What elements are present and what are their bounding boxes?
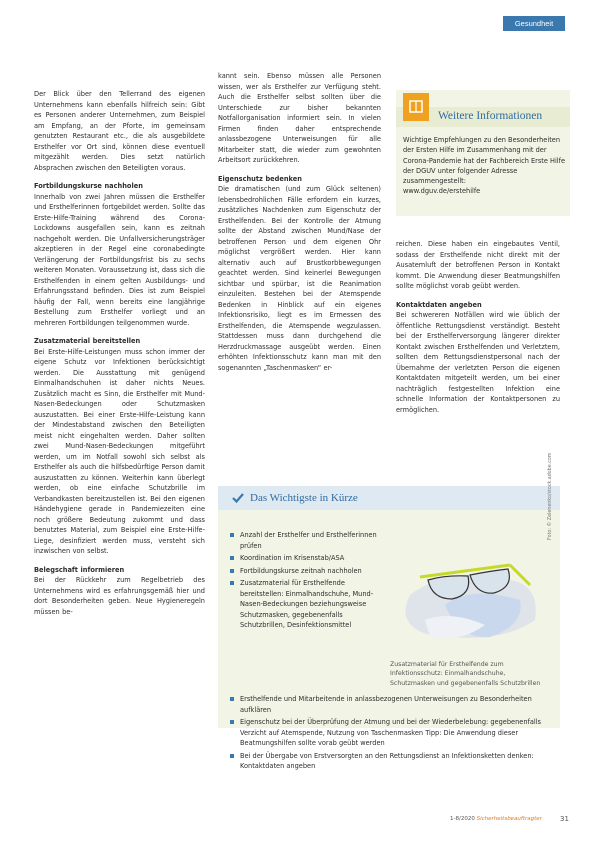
list-item: Zusatzmaterial für Ersthelfende bereitstellen: Einmalhandschuhe, Mund-Nasen-Bedeckungen beziehungsweise Schutzmasken, gegebenenfalls Schutzbrillen, Desinfektionsmittel [230,578,380,631]
paragraph: Bei der Rückkehr zum Regelbetrieb des Unternehmens wird es erfahrungsgemäß hier und dort Besonderheiten geben. Neue Hygieneregeln müssen be- [34,576,205,616]
subheading: Eigenschutz bedenken [218,174,302,183]
subheading: Fortbildungskurse nachholen [34,182,143,190]
info-box-title: Weitere Informationen [438,110,543,122]
photo-caption: Zusatzmaterial für Ersthelfende zum Infektionsschutz: Einmalhandschuhe, Schutzmasken und gegebenenfalls Schutzbrillen [390,661,541,687]
subheading: Kontaktdaten angeben [396,300,482,309]
list-item: Fortbildungskurse zeitnah nachholen [230,566,380,577]
section-tag: Gesundheit [503,16,565,31]
list-item: Eigenschutz bei der Überprüfung der Atmung und bei der Wiederbelebung: gegebenenfalls Verzicht auf Atemspende, Nutzung von Taschenmasken Tipp: Die Anwendung dieser Beatmungshilfen sollte vorab geübt werden [230,717,552,749]
info-box-icon-tile [403,93,429,121]
paragraph: Der Blick über den Tellerrand des eigenen Unternehmens kann ebenfalls hilfreich sein: Gibt es Personen anderer Unternehmen, zum Beispiel am Empfang, an der Pforte, im gemeinsam genutzten Restaurant etc., die als ausgebildete Ersthelfer vor Ort sind, können diese eventuell mitgezählt werden. Dies setzt natürlich Absprachen zwischen den Beteiligten voraus. [34,90,205,172]
column-3 [396,239,560,415]
paragraph: Bei Erste-Hilfe-Leistungen muss schon immer der eigene Schutz vor Infektionen berücksichtigt werden. Die Ausstattung mit genügend Einmalhandschuhen ist daher nichts Neues. Zusätzlich macht es Sinn, die Ersthelfer mit Mund-Nasen-Bedeckungen oder Schutzmasken auszustatten. Bei einer Erste-Hilfe-Leistung kann der Mindestabstand zwischen den Beteiligten meist nicht eingehalten werden. Daher sollten zwei Mund-Nasen-Bedeckungen mitgeführt werden, um im Notfall sowohl sich selbst als Ersthelfer als auch die hilfsbedürftige Person damit auszustatten zu können. Weiterhin kann überlegt werden, ob eine einfache Schutzbrille im Verbandkasten bereitzustellen ist. Bei den eigenen Händehygiene gerade in Pandemiezeiten eine noch größere Bedeutung zukommt und dass benutztes Material, zum Beispiel eine Erste-Hilfe-Liege, desinfiziert werden muss, versteht sich inzwischen von selbst. [34,347,205,555]
subheading: Belegschaft informieren [34,565,125,574]
info-box-description: Wichtige Empfehlungen zu den Besonderheiten der Ersten Hilfe im Zusammenhang mit der Corona-Pandemie hat der Fachbereich Erste Hilfe der DGUV unter folgender Adresse zusammengestellt: [403,136,566,186]
info-box-text [403,135,568,197]
photo-credit: Foto: © Zelenenko/stock.adobe.com [548,452,553,540]
magazine-name: Sicherheitsbeauftragter [476,816,542,822]
paragraph: Bei schwereren Notfällen wird wie üblich der öffentliche Rettungsdienst verständigt. Besteht bei der Ersthelferversorgung längerer direkter Kontakt zwischen Ersthelfenden und Verletztem, sollten dem Rettungsdienstpersonal nach der Übernahme der verletzten Person die eigenen Kontaktdaten mitgeteilt werden, um bei einer nachträglich festgestellten Infektion eine schnelle Information der Kontaktpersonen zu ermöglichen. [396,311,560,414]
list-item: Koordination im Krisenstab/ASA [230,553,380,564]
subheading: Zusatzmaterial bereitstellen [34,337,141,345]
column-2 [218,71,381,373]
footer [450,816,542,822]
paragraph: Innerhalb von zwei Jahren müssen die Ersthelfer und Ersthelferinnen fortgebildet werden. Sollte das Erste-Hilfe-Training während des Corona-Lockdowns ausgefallen sein, kann es zeitnah nachgeholt werden. Die Unfallversicherungsträger akzeptieren in der Regel eine coronabedingte Verlängerung der Fortbildungsfrist bis zu sechs weiteren Monaten. Voraussetzung ist, dass sich die Ersthelfenden in einem gelten Ausbildungs- und Erfahrungsstand befinden. Dies ist zum Beispiel häufig der Fall, wenn bereits eine langjährige Bestellung zum Ersthelfer vorliegt und an mehreren Fortbildungen teilgenommen wurde. [34,192,205,327]
issue-number: 1-8/2020 [450,816,475,822]
summary-box-title: Das Wichtigste in Kürze [250,492,358,504]
column-1 [34,89,205,617]
summary-list-long [230,694,552,774]
book-icon [403,93,429,121]
page-number: 31 [560,815,569,823]
paragraph: kannt sein. Ebenso müssen alle Personen wissen, wer als Ersthelfer zur Verfügung steht. Auch die Ersthelfer selbst sollten über die Unterschiede zur bisher bekannten Notfallorganisation informiert sein. In vielen Firmen finden daher entsprechende anlassbezogene Unterweisungen für alle Mitarbeiter statt, die wieder zum gewohnten Arbeitsort zurückkehren. [218,72,381,164]
paragraph: reichen. Diese haben ein eingebautes Ventil, sodass der Ersthelfende nicht direkt mit der Ausatemluft der betroffenen Person in Kontakt kommt. Die Anwendung dieser Beatmungshilfen sollte möglichst vorab geübt werden. [396,240,560,290]
info-box-link[interactable]: www.dguv.de/erstehilfe [403,187,481,196]
check-icon [231,491,245,505]
summary-list-short [230,530,380,633]
list-item: Anzahl der Ersthelfer und Ersthelferinnen prüfen [230,530,380,551]
list-item: Bei der Übergabe von Erstversorgten an den Rettungsdienst an Infektionsketten denken: Kontaktdaten angeben [230,751,552,772]
safety-equipment-photo [390,525,546,653]
paragraph: Die dramatischen (und zum Glück seltenen) lebensbedrohlichen Fälle erfordern ein kurzes, zusätzliches Nachdenken zum Eigenschutz der Ersthelfenden. Bei der Kontrolle der Atmung sollte der Abstand zwischen Mund/Nase der betroffenen Person und dem eigenen Ohr möglichst vergrößert werden. Hier kann alternativ auch auf Brustkorbbewegungen geachtet werden. Sind keinerlei Bewegungen sichtbar und spürbar, ist die Reanimation einzuleiten. Bestehen bei der Atemspende Bedenken in Hinblick auf ein eigenes Infektionsrisiko, liegt es im Ermessen des Ersthelfenden, die Atemspende wegzulassen. Stattdessen muss dann durchgehend die Herzdruckmassage ausgeübt werden. Einen erhöhten Infektionsschutz kann man mit den sogenannten „Taschenmasken“ er- [218,185,381,372]
list-item: Ersthelfende und Mitarbeitende in anlassbezogenen Unterweisungen zu Besonderheiten aufklären [230,694,552,715]
